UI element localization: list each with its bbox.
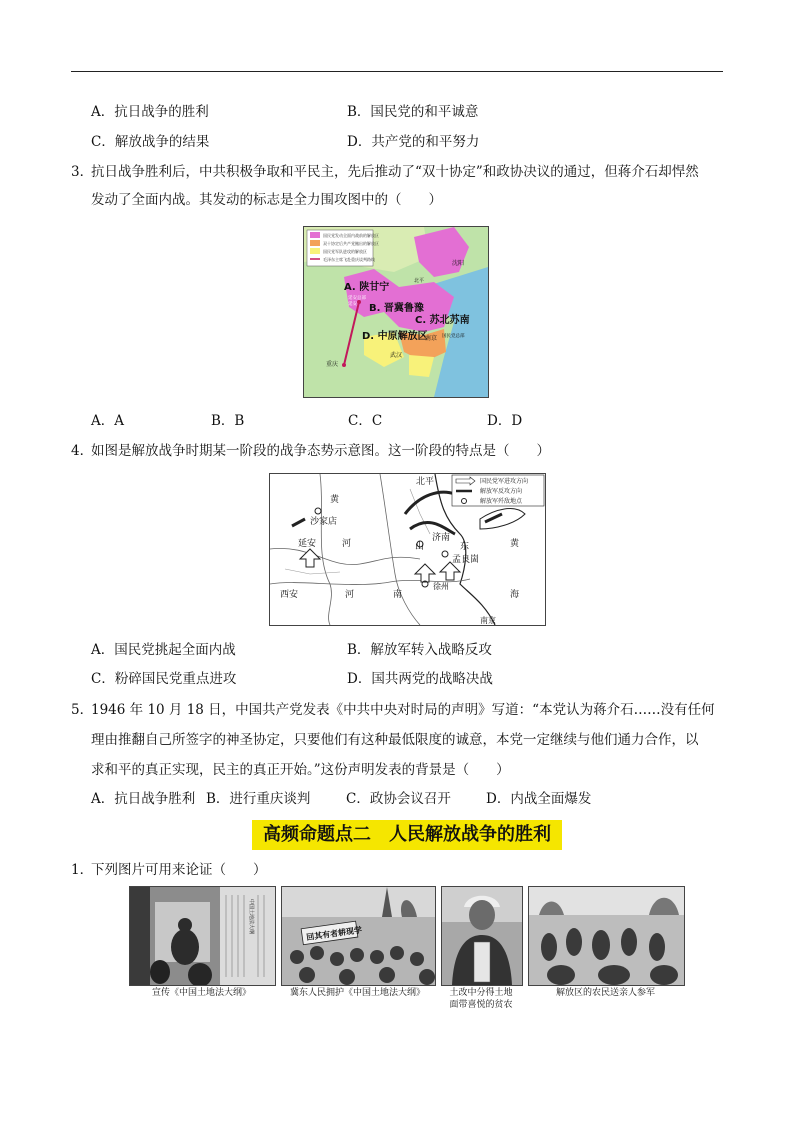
map4-xian: 西安: [280, 590, 299, 600]
q3-option-a[interactable]: A．A: [91, 413, 124, 429]
photo-send-to-army: [528, 886, 685, 986]
map3-hq2: 国民党总部: [442, 334, 465, 339]
map3-legend-1: 国民党发动全面内战前的解放区: [323, 233, 379, 238]
map4-jinan: 济南: [432, 533, 451, 543]
map4-hai: 海: [510, 590, 520, 600]
map4-huang1: 黄: [330, 495, 340, 505]
q4-stem: 如图是解放战争时期某一阶段的战争态势示意图。这一阶段的特点是（ ）: [91, 443, 550, 459]
map3-wuhan: 武汉: [390, 352, 403, 359]
map4-he: 河: [342, 539, 352, 549]
q4-option-d[interactable]: D．国共两党的战略决战: [347, 671, 493, 687]
caption-1: 宣传《中国土地法大纲》: [151, 988, 251, 998]
map4-nanjing: 南京: [480, 616, 496, 625]
caption-2: 冀东人民拥护《中国土地法大纲》: [289, 988, 425, 998]
section-title: 高频命题点二 人民解放战争的胜利: [252, 820, 562, 850]
q4-option-b[interactable]: B．解放军转入战略反攻: [347, 642, 492, 658]
q4-number: 4．: [71, 443, 94, 459]
map4-huang2: 黄: [510, 539, 520, 549]
caption-4: 解放区的农民送亲人参军: [555, 988, 655, 998]
q4-option-a[interactable]: A．国民党挑起全面内战: [91, 642, 236, 658]
q3-option-b[interactable]: B．B: [211, 413, 245, 429]
q3-stem-line1: 抗日战争胜利后，中共积极争取和平民主，先后推动了“双十协定”和政协决议的通过，但蒋介石却悍然: [91, 164, 699, 180]
map4-henan2: 南: [393, 590, 403, 600]
map3-legend-3: 国民党军队进攻的解放区: [323, 249, 367, 254]
map4-menglianggu: 孟良崮: [452, 555, 480, 565]
s2q1-number: 1．: [71, 862, 94, 878]
q4-option-c[interactable]: C．粉碎国民党重点进攻: [91, 671, 237, 687]
map4-shan: 山: [415, 542, 425, 552]
photo-happy-farmer: [441, 886, 523, 986]
map3-label-d: D. 中原解放区: [362, 331, 428, 342]
map4-yanan: 延安: [298, 539, 317, 549]
map3-legend-4: 毛泽东主席飞赴重庆谈判路线: [323, 257, 375, 262]
header-rule: [71, 71, 723, 72]
q5-stem-line3: 求和平的真正实现，民主的真正开始。”这份声明发表的背景是（ ）: [91, 762, 510, 778]
rally-banner-text: 回其有者耕现学: [305, 925, 363, 943]
photo-jidong-rally: [281, 886, 436, 986]
map4-henan1: 河: [345, 590, 355, 600]
map3-shenyang: 沈阳: [452, 260, 465, 267]
q3-number: 3．: [71, 164, 94, 180]
q2-option-a[interactable]: A．抗日战争的胜利: [91, 104, 209, 120]
q5-number: 5．: [71, 702, 94, 718]
map4-legend-1: 国民党军进攻方向: [480, 478, 529, 485]
q5-option-b[interactable]: B．进行重庆谈判: [206, 791, 311, 807]
map3-label-a: A. 陕甘宁: [344, 282, 390, 293]
q4-map: [269, 473, 546, 626]
q3-option-c[interactable]: C．C: [348, 413, 383, 429]
map4-legend-3: 解放军歼敌地点: [480, 498, 523, 505]
poster-sign-text: 中国土地法大纲: [248, 899, 254, 935]
map3-beiping: 北平: [414, 278, 425, 284]
map3-label-c: C. 苏北苏南: [415, 315, 470, 326]
q5-option-a[interactable]: A．抗日战争胜利: [91, 791, 196, 807]
map3-yanan: 延安: [348, 302, 357, 307]
map4-beiping: 北平: [416, 477, 435, 487]
map4-dong: 东: [460, 542, 470, 552]
map3-legend-2: 双十协定后共产党撤出的解放区: [323, 241, 379, 246]
map3-hq1: 延安总部: [348, 296, 366, 301]
map3-label-b: B. 晋冀鲁豫: [369, 303, 424, 314]
s2q1-stem: 下列图片可用来论证（ ）: [91, 862, 267, 878]
map4-shajiadian: 沙家店: [310, 517, 338, 527]
q5-option-c[interactable]: C．政协会议召开: [346, 791, 451, 807]
q3-option-d[interactable]: D．D: [487, 413, 523, 429]
q2-option-c[interactable]: C．解放战争的结果: [91, 134, 210, 150]
map3-zhongqing: 重庆: [326, 361, 339, 368]
map3-nanjing: 南京: [425, 335, 438, 342]
photo-land-law-poster: [129, 886, 276, 986]
q3-stem-line2: 发动了全面内战。其发动的标志是全力围攻图中的（ ）: [91, 192, 442, 208]
q2-option-d[interactable]: D．共产党的和平努力: [347, 134, 480, 150]
q5-option-d[interactable]: D．内战全面爆发: [486, 791, 592, 807]
map4-xuzhou: 徐州: [433, 582, 449, 591]
q5-stem-line2: 理由推翻自己所签字的神圣协定，只要他们有这种最低限度的诚意，本党一定继续与他们通力合作，以: [91, 732, 699, 748]
q3-map: [303, 226, 489, 398]
q2-option-b[interactable]: B．国民党的和平诚意: [347, 104, 479, 120]
q5-stem-line1: 1946 年 10 月 18 日，中国共产党发表《中共中央对时局的声明》写道：“本党认为蒋介石……没有任何: [91, 702, 715, 718]
map4-legend-2: 解放军反攻方向: [480, 488, 523, 495]
caption-3: 土改中分得土地 面带喜悦的贫农: [449, 988, 513, 1010]
